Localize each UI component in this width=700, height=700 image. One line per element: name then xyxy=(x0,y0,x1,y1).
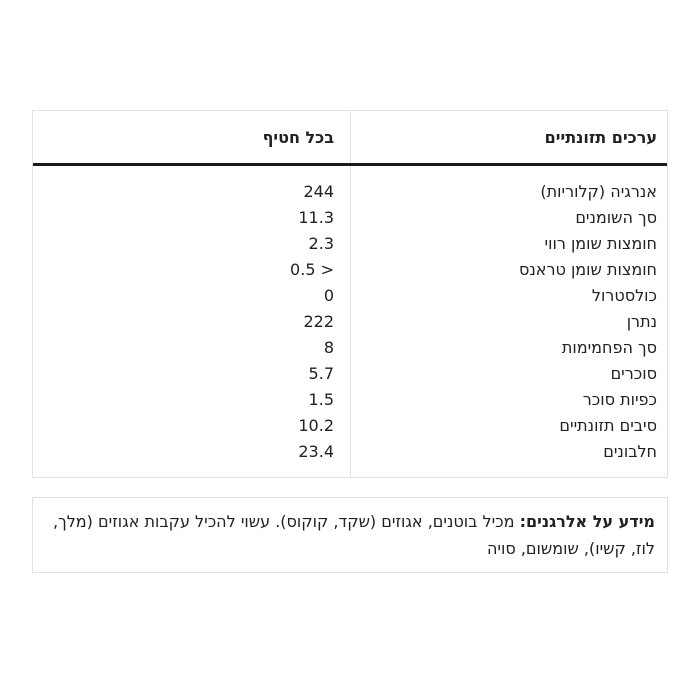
nutrient-label: סך השומנים xyxy=(575,208,657,227)
nutrient-value: 11.3 xyxy=(298,208,334,227)
nutrition-row xyxy=(33,361,667,387)
nutrient-value: 1.5 xyxy=(308,390,334,409)
nutrient-value: 8 xyxy=(323,338,334,357)
nutrient-label: כפיות סוכר xyxy=(582,390,657,409)
allergen-text: מכיל בוטנים, אגוזים (שקד, קוקוס). עשוי להכיל עקבות אגוזים (מלך, לוז, קשיו), שומשום, סויה xyxy=(53,512,655,558)
nutrition-row xyxy=(33,179,667,205)
nutrition-row xyxy=(33,283,667,309)
nutrition-row xyxy=(33,205,667,231)
table-header-row xyxy=(33,111,667,166)
nutrition-table xyxy=(32,110,668,478)
nutrition-row xyxy=(33,413,667,439)
nutrient-label: סך הפחמימות xyxy=(561,338,657,357)
nutrient-value: < 0.5 xyxy=(290,260,334,279)
nutrient-value: 0 xyxy=(323,286,334,305)
nutrient-value: 10.2 xyxy=(298,416,334,435)
nutrient-label: חלבונים xyxy=(603,442,657,461)
nutrition-row xyxy=(33,387,667,413)
nutrient-label: אנרגיה (קלוריות) xyxy=(540,182,657,201)
allergen-title: מידע על אלרגנים: xyxy=(519,512,655,531)
nutrient-label: נתרן xyxy=(626,312,657,331)
nutrient-value: 2.3 xyxy=(308,234,334,253)
nutrient-value: 23.4 xyxy=(298,442,334,461)
nutrition-row xyxy=(33,257,667,283)
nutrient-value: 222 xyxy=(303,312,334,331)
nutrition-row xyxy=(33,309,667,335)
allergen-paragraph xyxy=(45,508,655,562)
nutrient-label: חומצות שומן טראנס xyxy=(518,260,657,279)
nutrient-value: 244 xyxy=(303,182,334,201)
nutrient-label: סוכרים xyxy=(610,364,657,383)
table-body xyxy=(33,166,667,477)
header-nutrition-values: ערכים תזונתיים xyxy=(544,127,657,147)
nutrient-value: 5.7 xyxy=(308,364,334,383)
nutrition-row xyxy=(33,231,667,257)
header-per-snack: בכל חטיף xyxy=(262,127,334,147)
allergen-box xyxy=(32,497,668,573)
nutrition-row xyxy=(33,335,667,361)
nutrient-label: כולסטרול xyxy=(591,286,657,305)
nutrition-row xyxy=(33,439,667,465)
nutrient-label: חומצות שומן רווי xyxy=(544,234,657,253)
nutrient-label: סיבים תזונתיים xyxy=(559,416,657,435)
